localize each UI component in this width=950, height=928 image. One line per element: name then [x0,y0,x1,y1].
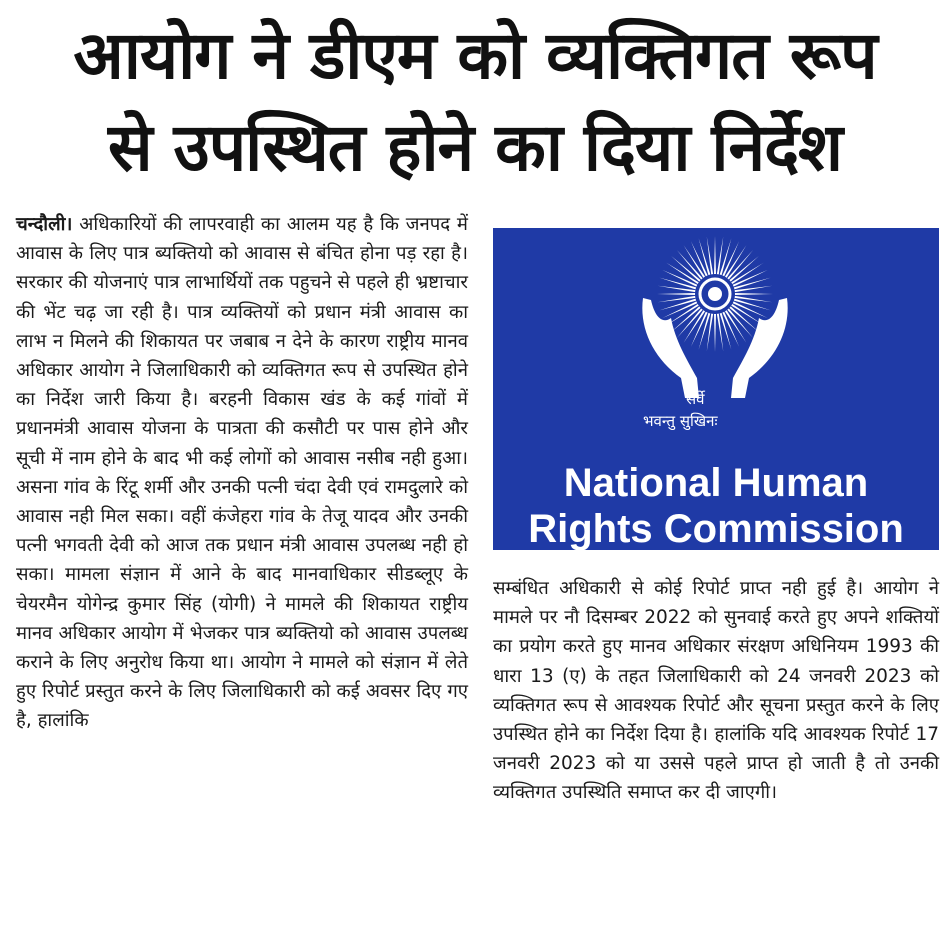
headline-line-2: से उपस्थित होने का दिया निर्देश [107,109,843,186]
logo-title-line-1: National Human [563,461,869,505]
left-hand-shape [642,298,699,398]
motto-line-2: भवन्तु सुखिनः [643,412,718,430]
right-hand-shape [731,298,788,398]
motto-line-1: सर्वे [686,390,705,408]
headline-line-1: आयोग ने डीएम को व्यक्तिगत रूप [73,17,877,94]
article-text-left: अधिकारियों की लापरवाही का आलम यह है कि जनपद में आवास के लिए पात्र ब्यक्तियो को आवास से बंचित होना पड़ रहा है। सरकार की योजनाएं पात्र लाभार्थियों तक पहुचने से पहले ही भ्रष्टाचार की भेंट चढ़ जा रही है। पात्र व्यक्तियों को प्रधान मंत्री आवास का लाभ न मिलने की शिकायत पर जबाब न देने के कारण राष्ट्रीय मानव अधिकार आयोग ने जिलाधिकारी को व्यक्तिगत रूप से उपस्थित होने का निर्देश जारी किया है। बरहनी विकास खंड के कई गांवों में प्रधानमंत्री आवास योजना के पात्रता की कसौटी पर पास होने और सूची में नाम होने के बाद भी कई लोगों को आवास नसीब नही हुआ। असना गांव के रिंटू शर्मी और उनकी पत्नी चंदा देवी एवं रामदुलारे को आवास नही मिल सका। वहीं कंजेहरा गांव के तेजू यादव और उनकी पत्नी भगवती देवी को आज तक प्रधान मंत्री आवास उपलब्ध नही हो सका। मामला संज्ञान में आने के बाद मानवाधिकार सीडब्लूए के चेयरमैन योगेन्द्र कुमार सिंह (योगी) ने मामले की शिकायत राष्ट्रीय मानव अधिकार आयोग में भेजकर पात्र ब्यक्तियो को आवास उपलब्ध कराने के लिए अनुरोध किया था। आयोग ने मामले को संज्ञान में लेते हुए रिपोर्ट प्रस्तुत करने के लिए जिलाधिकारी को कई अवसर दिए गए है, हालांकि [16,214,468,732]
sun-ray [735,293,773,295]
nhrc-logo-image [493,228,939,550]
article-column-right: सम्बंधित अधिकारी से कोई रिपोर्ट प्राप्त नही हुई है। आयोग ने मामले पर नौ दिसम्बर 2022 को सुनवाई करते हुए अपने शक्तियों का प्रयोग करते हुए मानव अधिकार संरक्षण अधिनियम 1993 की धारा 13 (ए) के तहत जिलाधिकारी को 24 जनवरी 2023 को व्यक्तिगत रूप से आवश्यक रिपोर्ट और सूचना प्रस्तुत करने के लिए उपस्थित होने का निर्देश दिया है। हालांकि यदि आवश्यक रिपोर्ट 17 जनवरी 2023 को या उससे पहले प्राप्त हो जाती है तो उनकी व्यक्तिगत उपस्थिति समाप्त कर दी जाएगी। [493,578,939,804]
logo-title-line-2: Rights Commission [528,507,904,551]
dateline: चन्दौली। [16,214,73,235]
article-column-left [16,210,468,736]
sun-ray [714,314,716,352]
sun-ray [714,236,716,274]
sun-ray [657,293,695,295]
